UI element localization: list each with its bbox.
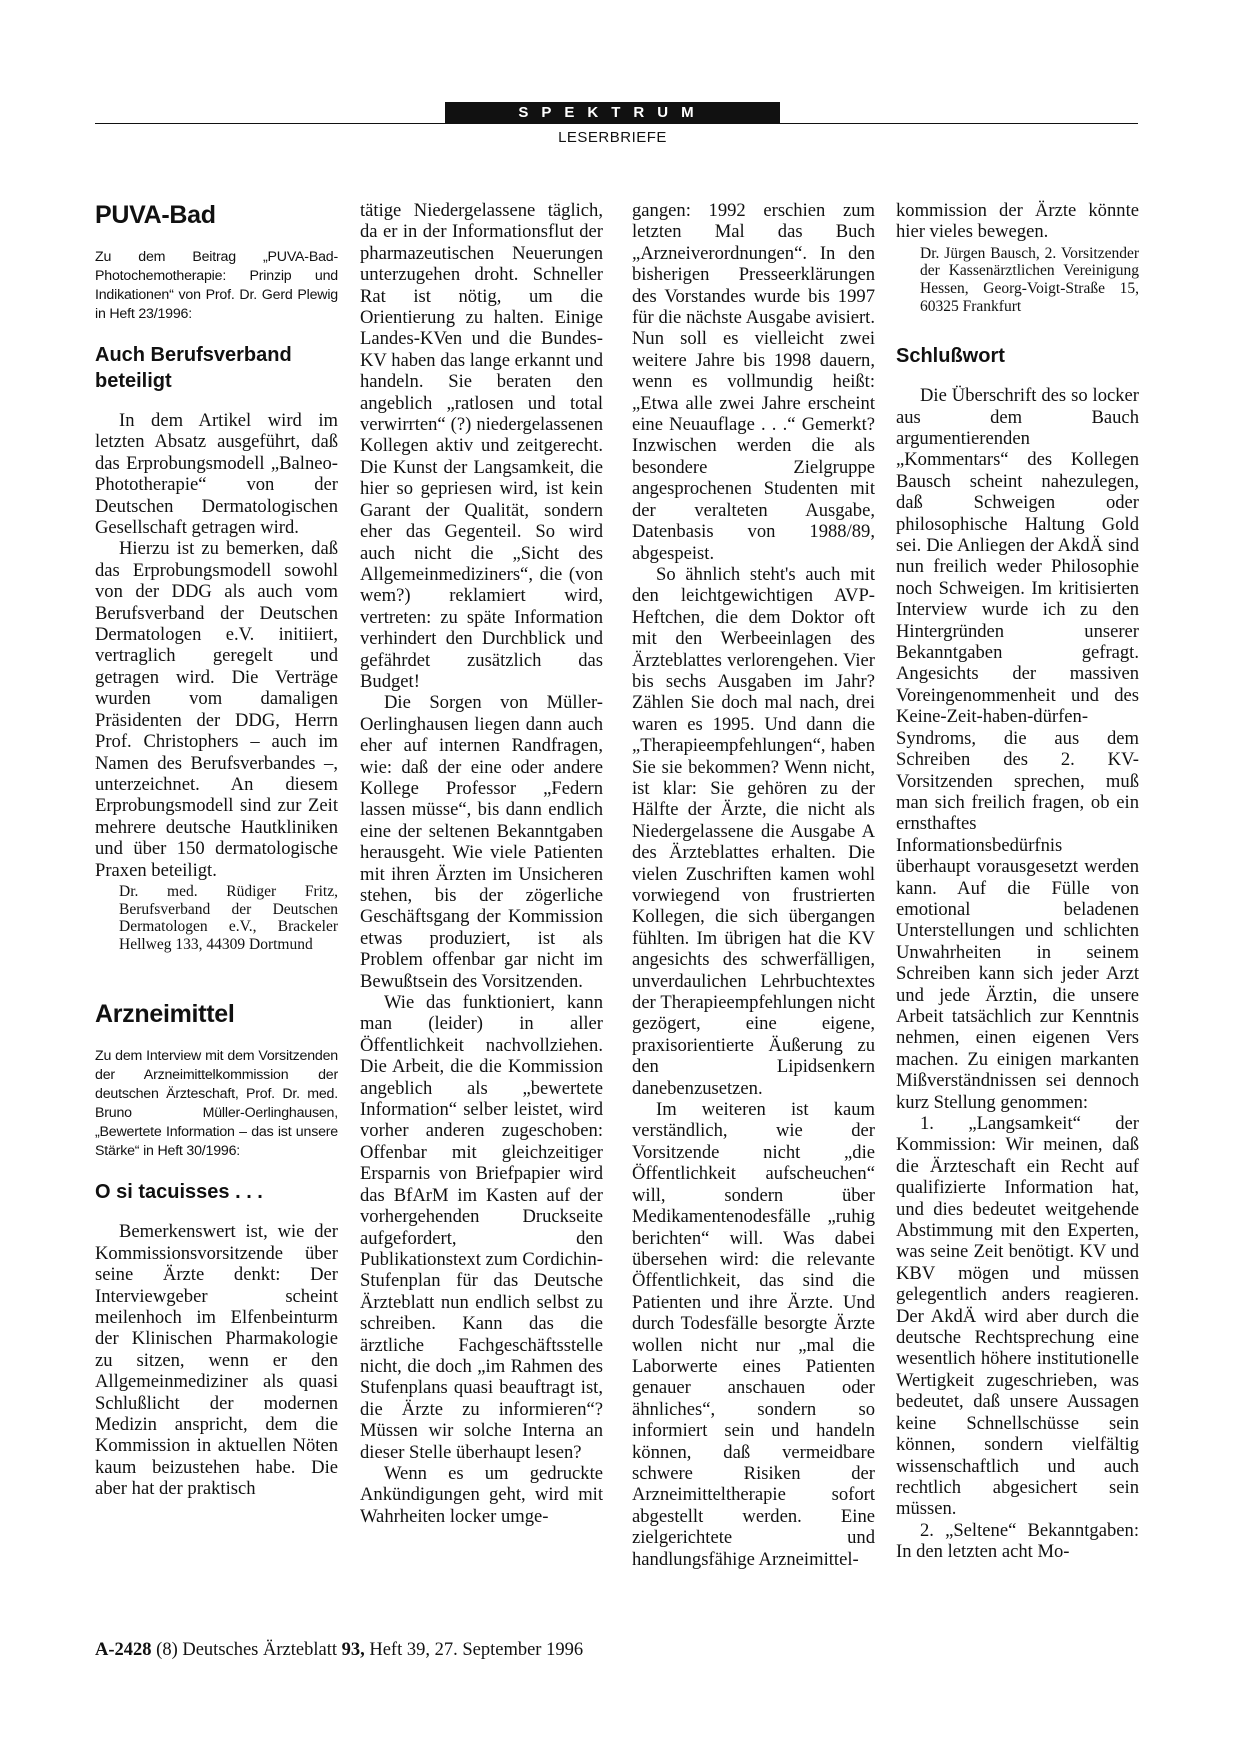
body-paragraph: Die Sorgen von Müller-Oerlinghausen liegen dann auch eher auf internen Randfragen, wie: daß der eine oder andere Kollege Professor „Federn lassen müsse“, bis dann endlich eine der seltenen Bekanntgaben herausgeht. Wie viele Patienten mit ihren Ärzten im Unsicheren stehen, bis der zögerliche Geschäftsgang der Kommission etwas produziert, ist als Problem offenbar gar nicht im Bewußtsein des Vorsitzenden. <box>360 692 603 992</box>
footer-volume: 93, <box>341 1640 365 1660</box>
body-paragraph: 1. „Langsamkeit“ der Kommission: Wir meinen, daß die Ärzteschaft ein Recht auf qualifizierte Information hat, und dies bedeutet weitgehende Abstimmung mit den Experten, was seine Zeit benötigt. KV und KBV mögen und müssen gelegentlich anders reagieren. Der AkdÄ wird aber durch die deutsche Rechtsprechung eine wesentlich höhere institutionelle Wertigkeit zugeschrieben, was bedeutet, daß unsere Aussagen keine Schnellschüsse sein können, sondern vielfältig wissenschaftlich und auch rechtlich abgesichert sein müssen. <box>896 1113 1139 1520</box>
letter-heading: Auch Berufsverband beteiligt <box>95 344 292 392</box>
body-paragraph: gangen: 1992 erschien zum letzten Mal das Buch „Arzneiverordnungen“. In den bisherigen Presseerklärungen des Vorstandes wurde bis 1997 für die nächste Ausgabe avisiert. Nun soll es vielleicht zwei weitere Jahre bis 1998 dauern, wenn es vollmundig heißt: „Etwa alle zwei Jahre erscheint eine Neuauflage . . .“ Gemerkt? Inzwischen werden die als besondere Zielgruppe angesprochenen Studenten mit der veralteten Ausgabe, Datenbasis von 1988/89, abgespeist. <box>632 200 875 564</box>
body-paragraph: kommission der Ärzte könnte hier vieles bewegen. <box>896 200 1139 243</box>
article-reference: Zu dem Interview mit dem Vorsitzenden der Arzneimittelkommission der deutschen Ärzteschaft, Prof. Dr. med. Bruno Müller-Oerlinghausen, „Bewertete Information – das ist unsere Stärke“ in Heft 30/1996: <box>95 1048 338 1160</box>
column-3 <box>632 200 875 1570</box>
body-paragraph: Die Überschrift des so locker aus dem Bauch argumentierenden „Kommentars“ des Kollegen Bausch scheint nahezulegen, daß Schweigen oder philosophische Haltung Gold sei. Die Anliegen der AkdÄ sind nun freilich weder Philosophie noch Schweigen. Im kritisierten Interview wurde ich zu den Hintergründen unserer Bekanntgaben gefragt. Angesichts der massiven Voreingenommenheit und des Keine-Zeit-haben-dürfen-Syndroms, die aus dem Schreiben des 2. KV-Vorsitzenden sprechen, muß man sich freilich fragen, ob ein ernsthaftes Informationsbedürfnis überhaupt vorausgesetzt werden kann. Auf die Fülle von emotional beladenen Unterstellungen und schlichten Unwahrheiten in seinem Schreiben kann sich jeder Arzt und jede Ärztin, die unsere Arbeit tatsächlich zur Kenntnis nehmen, einen eigenen Vers machen. Zu einigen markanten Mißverständnissen sei dennoch kurz Stellung genommen: <box>896 385 1139 1113</box>
column-4 <box>896 200 1139 1563</box>
letter-signature: Dr. med. Rüdiger Fritz, Berufsverband der Deutschen Dermatologen e.V., Brackeler Hellweg 133, 44309 Dortmund <box>119 882 338 953</box>
body-paragraph: Bemerkenswert ist, wie der Kommissionsvorsitzende über seine Ärzte denkt: Der Interviewgeber scheint meilenhoch im Elfenbeinturm der Klinischen Pharmakologie zu sitzen, wenn er den Allgemeinmediziner als quasi Schlußlicht der modernen Medizin anspricht, dem die Kommission in aktuellen Nöten kaum beizustehen habe. Die aber hat der praktisch <box>95 1221 338 1500</box>
article-title: Arzneimittel <box>95 1000 235 1029</box>
letter-signature: Dr. Jürgen Bausch, 2. Vorsitzender der Kassenärztlichen Vereinigung Hessen, Georg-Voigt-Straße 15, 60325 Frankfurt <box>920 244 1139 315</box>
page-footer <box>95 1640 583 1661</box>
page-number: A-2428 <box>95 1640 152 1660</box>
body-paragraph: Hierzu ist zu bemerken, daß das Erprobungsmodell sowohl von der DDG als auch vom Berufsverband der Deutschen Dermatologen e.V. initiiert, vertraglich geregelt und getragen wird. Die Verträge wurden vom damaligen Präsidenten der DDG, Herrn Prof. Christophers – auch im Namen des Berufsverbandes –, unterzeichnet. An diesem Erprobungsmodell sind zur Zeit mehrere deutsche Hautkliniken und über 150 dermatologische Praxen beteiligt. <box>95 538 338 881</box>
body-paragraph: Im weiteren ist kaum verständlich, wie der Vorsitzende nicht „die Öffentlichkeit aufscheuchen“ will, sondern über Medikamentenodesfälle „ruhig berichten“ will. Was dabei übersehen wird: die relevante Öffentlichkeit, das sind die Patienten und ihre Ärzte. Und durch Todesfälle besorgte Ärzte wollen nicht nur „mal die Laborwerte eines Patienten genauer anschauen oder ähnliches“, sondern so informiert sein und handeln können, daß vermeidbare schwere Risiken der Arzneimitteltherapie sofort abgestellt werden. Eine zielgerichtete und handlungsfähige Arzneimittel- <box>632 1099 875 1570</box>
footer-journal: (8) Deutsches Ärzteblatt <box>151 1640 342 1660</box>
column-2 <box>360 200 603 1527</box>
article-reference: Zu dem Beitrag „PUVA-Bad-Photochemotherapie: Prinzip und Indikationen“ von Prof. Dr. Gerd Plewig in Heft 23/1996: <box>95 249 338 322</box>
body-paragraph: In dem Artikel wird im letzten Absatz ausgeführt, daß das Erprobungsmodell „Balneo-Phototherapie“ von der Deutschen Dermatologischen Gesellschaft getragen wird. <box>95 410 338 539</box>
letter-heading: O si tacuisses . . . <box>95 1181 263 1204</box>
article-title: PUVA-Bad <box>95 201 216 229</box>
section-header: SPEKTRUM <box>445 102 780 124</box>
body-paragraph: tätige Niedergelassene täglich, da er in der Informationsflut der pharmazeutischen Neuerungen unterzugehen droht. Schneller Rat ist nötig, um die Orientierung zu halten. Einige Landes-KVen und die Bundes-KV haben das lange erkannt und handeln. Sie beraten den angeblich „ratlosen und total verwirrten“ (?) niedergelassenen Kollegen aktiv und zeitgerecht. Die Kunst der Langsamkeit, die hier so gepriesen wird, ist kein Garant der Qualität, sondern eher das Gegenteil. So wird auch nicht die „Sicht des Allgemeinmediziners“, die (von wem?) reklamiert wird, vertreten: zu späte Information verhindert den Durchblick und gefährdet zusätzlich das Budget! <box>360 200 603 692</box>
body-paragraph: Wenn es um gedruckte Ankündigungen geht, wird mit Wahrheiten locker umge- <box>360 1462 603 1527</box>
footer-issue: Heft 39, 27. September 1996 <box>364 1640 584 1660</box>
body-paragraph: So ähnlich steht's auch mit den leichtgewichtigen AVP-Heftchen, die dem Doktor oft mit den Werbeeinlagen des Ärzteblattes verlorengehen. Vier bis sechs Ausgaben im Jahr? Zählen Sie doch mal nach, drei waren es 1995. Und dann die „Therapieempfehlungen“, haben Sie sie bekommen? Wenn nicht, ist klar: Sie gehören zu der Hälfte der Ärzte, die nicht als Niedergelassene die Ausgabe A des Ärzteblattes erhalten. Die vielen Zuschriften kamen wohl vorwiegend von frustrierten Kollegen, die sich übergangen fühlten. Im übrigen hat die KV angesichts des schwerfälligen, unverdaulichen Lehrbuchtextes der Therapieempfehlungen nicht gezögert, eine eigene, praxisorientierte Äußerung zu den Lipidsenkern danebenzusetzen. <box>632 563 875 1099</box>
body-paragraph: Wie das funktioniert, kann man (leider) in aller Öffentlichkeit nachvollziehen. Die Arbeit, die die Kommission angeblich als „bewertete Information“ selber leistet, wird vorher anderen zugeschoben: Offenbar mit gleichzeitiger Ersparnis von Briefpapier wird das BfArM im Kasten auf der vorhergehenden Druckseite aufgefordert, den Publikationstext zum Cordichin-Stufenplan für das Deutsche Ärzteblatt nun endlich selbst zu schreiben. Kann das die ärztliche Fachgeschäftsstelle nicht, die doch „im Rahmen des Stufenplans quasi beauftragt ist, die Ärzte zu informieren“? Müssen wir solche Interna an dieser Stelle überhaupt lesen? <box>360 992 603 1463</box>
subsection-label: LESERBRIEFE <box>558 129 667 146</box>
column-1 <box>95 200 338 1500</box>
letter-heading: Schlußwort <box>896 345 1005 368</box>
body-paragraph: 2. „Seltene“ Bekanntgaben: In den letzten acht Mo- <box>896 1519 1139 1563</box>
header-rule <box>95 123 1138 124</box>
